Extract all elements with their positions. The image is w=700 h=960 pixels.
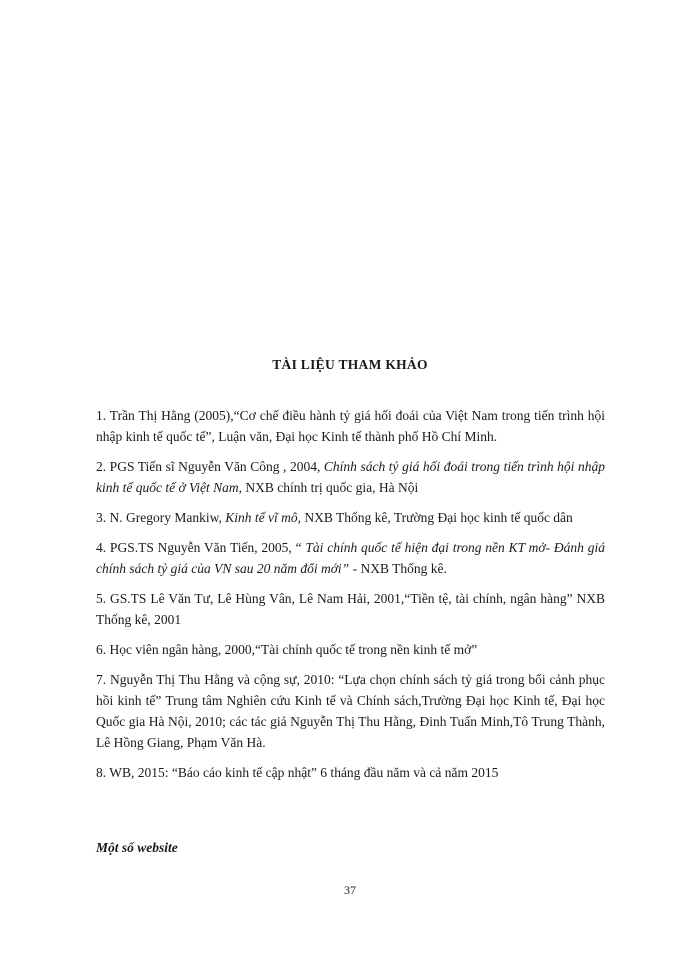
reference-item-2 <box>96 456 605 498</box>
reference-italic-text: Chính sách tỷ giá hối đoái trong tiến trình hội nhập kinh tế quốc tế ở Việt Nam <box>96 459 605 495</box>
reference-text: 6. Học viên ngân hàng, 2000,“Tài chính quốc tế trong nền kinh tế mở” <box>96 642 478 657</box>
page-number: 37 <box>344 883 356 897</box>
reference-list <box>96 405 605 792</box>
reference-text: 8. WB, 2015: “Báo cáo kinh tế cập nhật” 6 tháng đầu năm và cả năm 2015 <box>96 765 499 780</box>
reference-text: 7. Nguyễn Thị Thu Hằng và cộng sự, 2010: “Lựa chọn chính sách tỷ giá trong bối cảnh phục hồi kinh tế” Trung tâm Nghiên cứu Kinh tế và Chính sách,Trường Đại học Kinh tế, Đại học Quốc gia Hà Nội, 2010; các tác giả Nguyễn Thị Thu Hằng, Đinh Tuấn Minh,Tô Trung Thành, Lê Hồng Giang, Phạm Văn Hà. <box>96 672 605 750</box>
reference-item-1 <box>96 405 605 447</box>
reference-italic-text: Tài chính quốc tế hiện đại trong nền KT mở- Đánh giá chính sách tỷ giá của VN sau 20 năm đổi mới” <box>96 540 605 576</box>
reference-text: 3. N. Gregory Mankiw, <box>96 510 226 525</box>
reference-text: 1. Trần Thị Hằng (2005),“Cơ chế điều hành tỷ giá hối đoái của Việt Nam trong tiến trình hội nhập kinh tế quốc tế”, Luận văn, Đại học Kinh tế thành phố Hồ Chí Minh. <box>96 408 605 444</box>
reference-text: 5. GS.TS Lê Văn Tư, Lê Hùng Vân, Lê Nam Hải, 2001,“Tiền tệ, tài chính, ngân hàng” NXB Thống kê, 2001 <box>96 591 605 627</box>
reference-item-8 <box>96 762 605 783</box>
reference-italic-text: Kinh tế vĩ mô <box>225 510 298 525</box>
references-title: TÀI LIỆU THAM KHẢO <box>272 357 428 372</box>
reference-item-7 <box>96 669 605 753</box>
reference-item-5 <box>96 588 605 630</box>
websites-heading: Một số website <box>96 840 178 855</box>
reference-item-4 <box>96 537 605 579</box>
reference-item-6 <box>96 639 605 660</box>
reference-item-3 <box>96 507 605 528</box>
reference-text: 2. PGS Tiến sĩ Nguyễn Văn Công , 2004, <box>96 459 324 474</box>
reference-text-tail: - NXB Thống kê. <box>349 561 447 576</box>
reference-text: 4. PGS.TS Nguyễn Văn Tiến, 2005, “ <box>96 540 306 555</box>
reference-text-tail: , NXB Thống kê, Trường Đại học kinh tế quốc dân <box>297 510 573 525</box>
reference-text-tail: , NXB chính trị quốc gia, Hà Nội <box>238 480 419 495</box>
